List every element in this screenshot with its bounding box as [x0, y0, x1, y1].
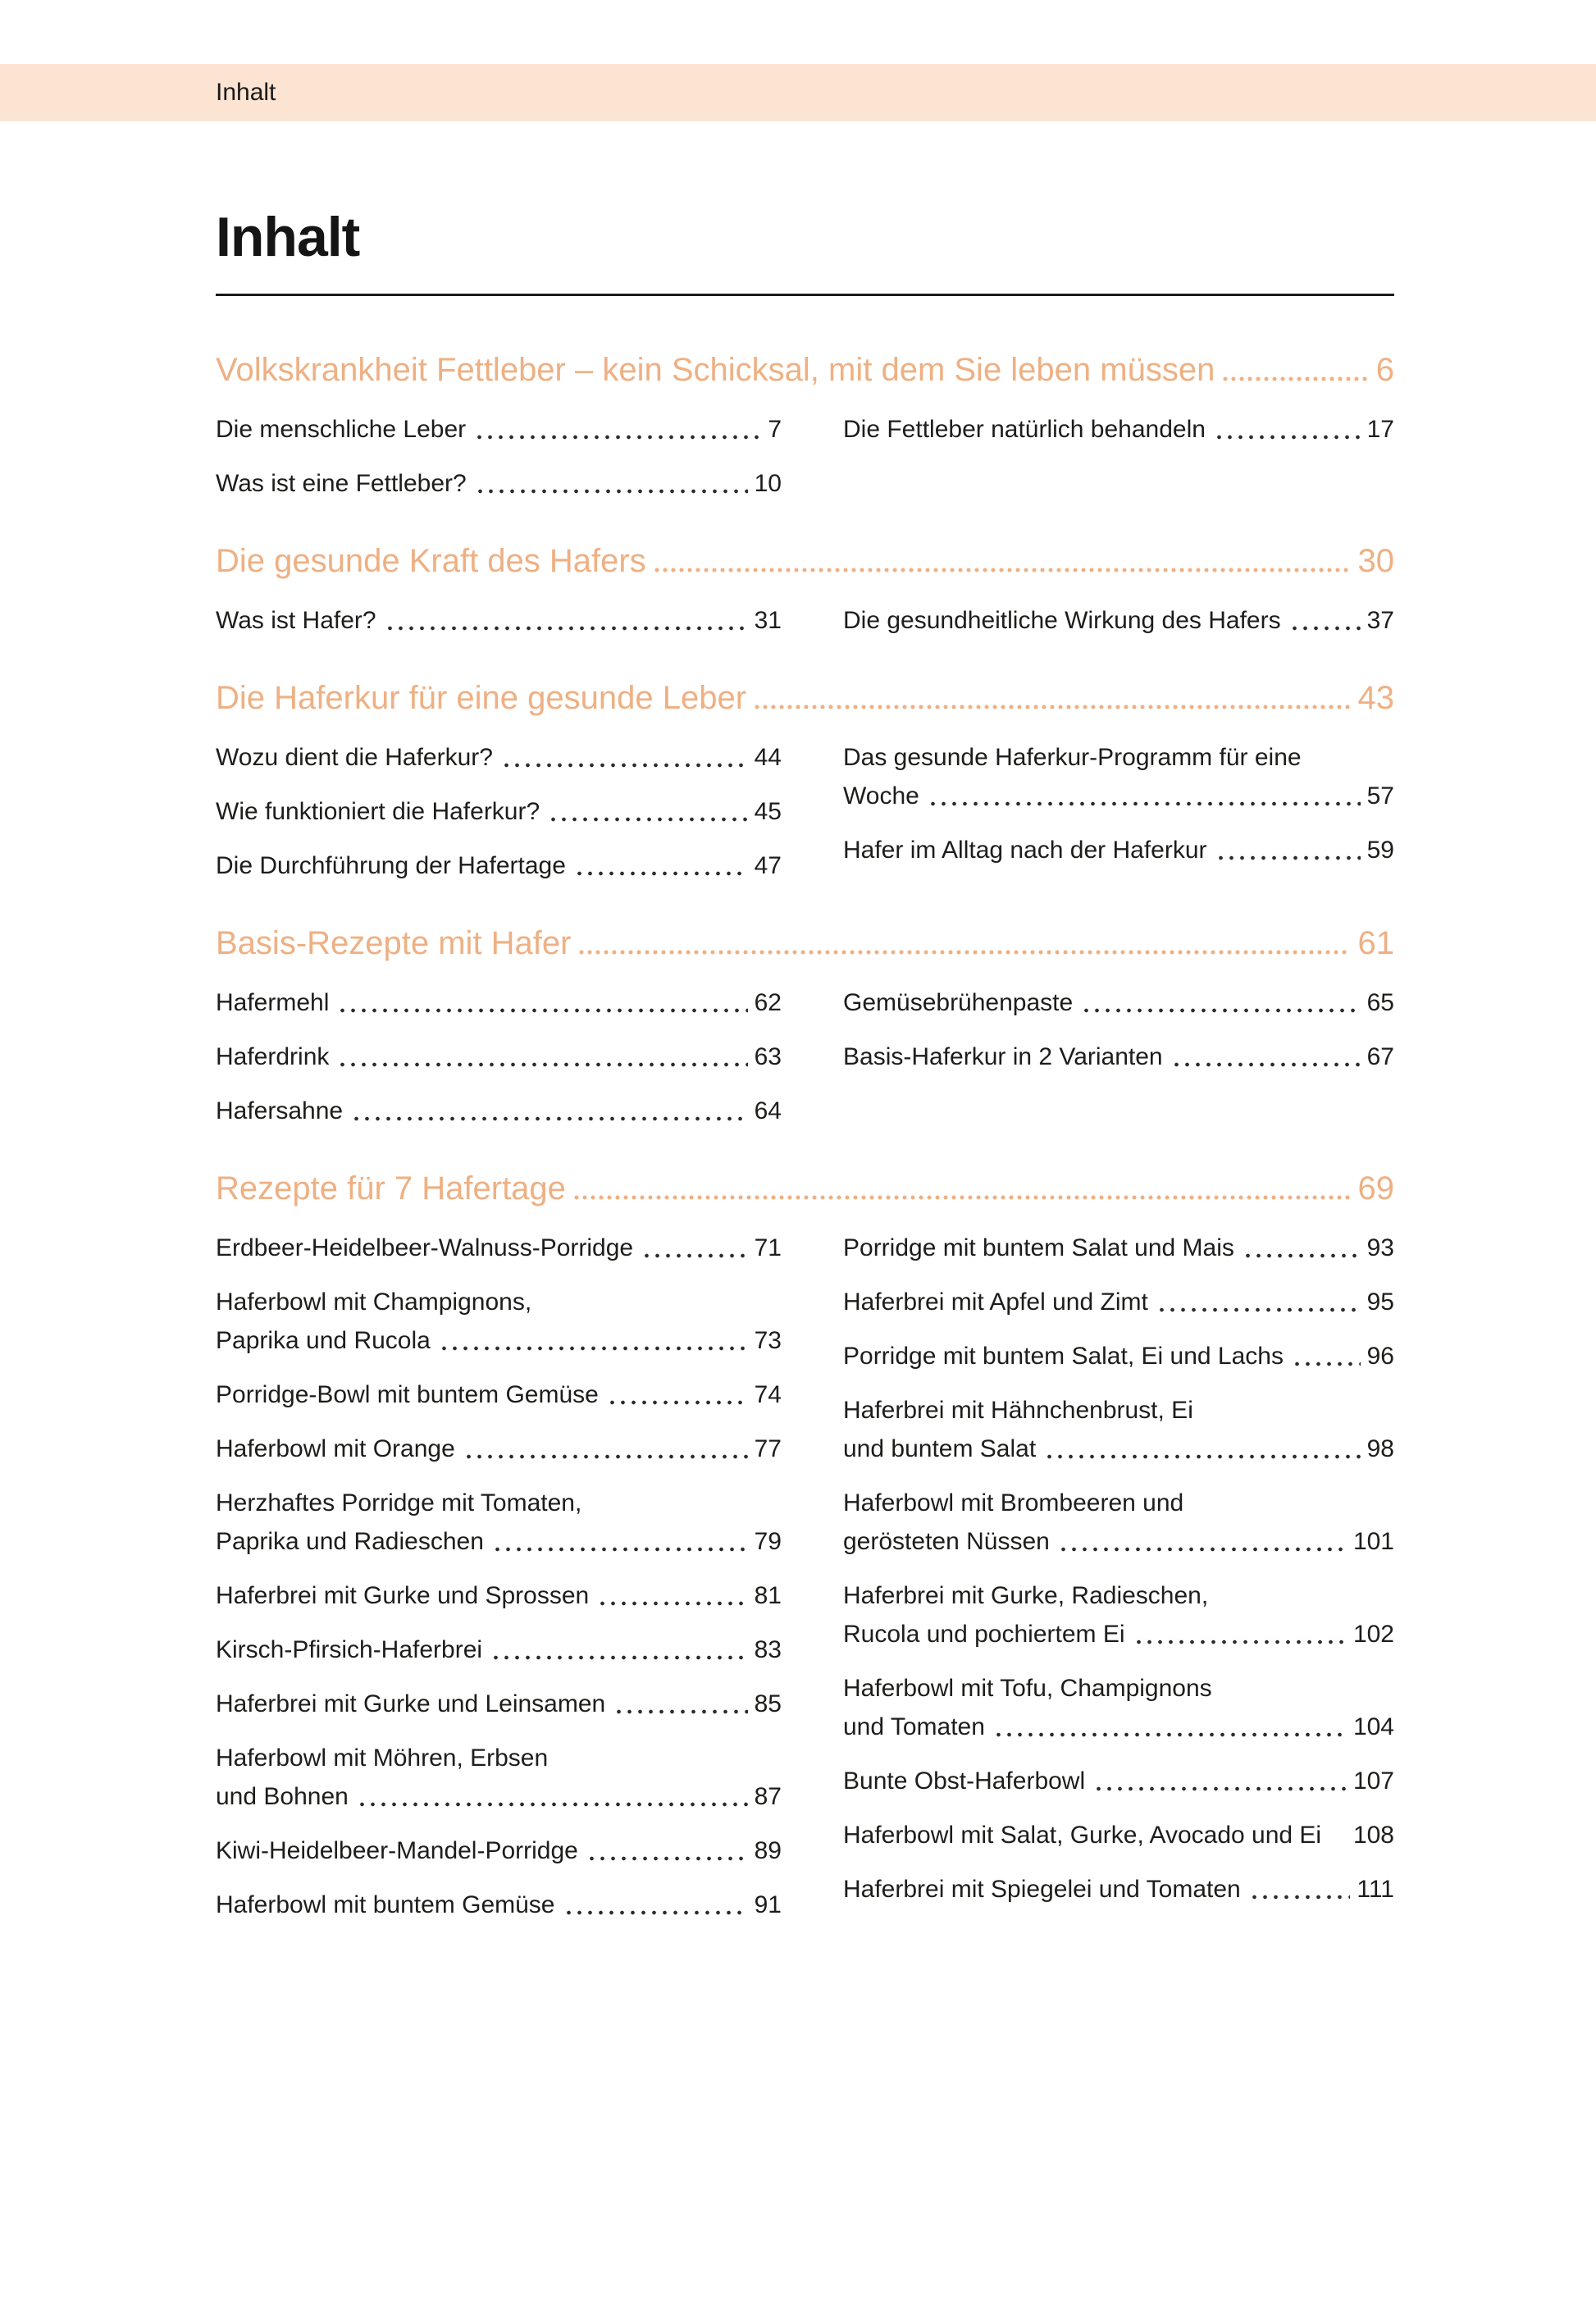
dot-leader	[586, 1831, 748, 1870]
entry-title: und Tomaten	[843, 1713, 985, 1740]
toc-entry	[843, 738, 1394, 815]
dot-leader	[501, 738, 748, 777]
page-number: 17	[1366, 416, 1394, 443]
entry-title: Haferbrei mit Spiegelei und Tomaten	[843, 1876, 1241, 1903]
entry-title: Porridge mit buntem Salat, Ei und Lachs	[843, 1343, 1284, 1370]
toc-entry-line	[216, 846, 782, 885]
toc-section	[216, 327, 1394, 518]
page-number: 111	[1357, 1876, 1394, 1903]
page-number: 107	[1352, 1767, 1394, 1795]
page-number: 57	[1366, 782, 1394, 810]
section-dot-leader	[577, 924, 1349, 963]
title-rule	[216, 294, 1394, 296]
left-column	[216, 983, 782, 1146]
toc-entry-line	[843, 410, 1394, 449]
page-number: 89	[754, 1837, 782, 1864]
running-head-band	[0, 64, 1596, 121]
dot-leader	[492, 1522, 748, 1561]
toc-entry	[843, 1669, 1394, 1746]
running-head: Inhalt	[216, 79, 276, 106]
toc-entry-line	[216, 1739, 782, 1777]
entry-title: Hafer im Alltag nach der Haferkur	[843, 837, 1207, 864]
section-columns	[216, 738, 1394, 901]
toc-entry	[843, 983, 1394, 1022]
toc-entry-line	[216, 1576, 782, 1615]
page-number: 104	[1352, 1713, 1394, 1740]
toc-entry	[216, 1092, 782, 1130]
toc-entry	[216, 1739, 782, 1816]
dot-leader	[385, 601, 748, 640]
entry-title: Erdbeer-Heidelbeer-Walnuss-Porridge	[216, 1234, 634, 1261]
dot-leader	[1292, 1337, 1361, 1375]
dot-leader	[1215, 831, 1361, 869]
toc-section	[216, 901, 1394, 1146]
dot-leader	[357, 1777, 748, 1816]
section-dot-leader	[753, 678, 1349, 718]
section-dot-leader	[653, 541, 1350, 581]
page-number: 98	[1366, 1435, 1394, 1462]
entry-title: Gemüsebrühenpaste	[843, 989, 1074, 1016]
page-number: 73	[754, 1327, 782, 1354]
toc-entry-line	[216, 410, 782, 449]
toc-entry	[843, 410, 1394, 449]
toc-entry	[216, 1886, 782, 1924]
toc-entry	[843, 601, 1394, 640]
page-number: 71	[754, 1234, 782, 1261]
dot-leader	[1093, 1762, 1347, 1800]
toc-entry-line	[843, 738, 1394, 777]
entry-title: Hafersahne	[216, 1097, 344, 1124]
section-page-number: 6	[1375, 352, 1394, 388]
toc-entry	[843, 1229, 1394, 1267]
toc-entry	[216, 464, 782, 503]
entry-title: Haferbowl mit buntem Gemüse	[216, 1891, 555, 1918]
toc-entry	[843, 1038, 1394, 1076]
entry-title: Die Fettleber natürlich behandeln	[843, 416, 1206, 443]
toc-entry	[843, 1391, 1394, 1468]
toc-entry-line	[843, 1816, 1394, 1854]
section-title: Basis-Rezepte mit Hafer	[216, 925, 572, 961]
page-number: 64	[754, 1097, 782, 1124]
page-number: 77	[754, 1435, 782, 1462]
page-number: 81	[754, 1582, 782, 1609]
toc-entry	[216, 1576, 782, 1615]
page-number: 102	[1352, 1621, 1394, 1648]
page-number: 10	[754, 470, 782, 497]
toc-entry-line	[843, 1484, 1394, 1522]
right-column	[843, 738, 1394, 901]
page-number: 95	[1366, 1288, 1394, 1316]
toc-entry	[216, 1229, 782, 1267]
section-columns	[216, 601, 1394, 655]
page-number: 47	[754, 852, 782, 879]
page-number: 7	[768, 416, 782, 443]
section-title: Die gesunde Kraft des Hafers	[216, 543, 646, 579]
page-number: 44	[754, 744, 782, 771]
entry-title: Haferbrei mit Gurke und Leinsamen	[216, 1690, 606, 1717]
toc-entry-line	[843, 1283, 1394, 1321]
toc-section	[216, 655, 1394, 901]
section-dot-leader	[1221, 350, 1367, 390]
toc-entry-line	[843, 1669, 1394, 1708]
entry-title: Rucola und pochiertem Ei	[843, 1621, 1125, 1648]
toc-entry	[843, 831, 1394, 869]
section-columns	[216, 983, 1394, 1146]
toc-entry-line	[843, 1522, 1394, 1561]
toc-entry	[843, 1870, 1394, 1909]
page-number: 91	[754, 1891, 782, 1918]
left-column	[216, 738, 782, 901]
right-column	[843, 983, 1394, 1146]
toc-entry-line	[216, 1631, 782, 1669]
toc-entry-line	[216, 1685, 782, 1723]
toc-entry-line	[216, 1522, 782, 1561]
toc-entry	[843, 1816, 1394, 1854]
toc-entry	[216, 792, 782, 831]
page-title: Inhalt	[216, 206, 360, 268]
dot-leader	[548, 792, 747, 831]
dot-leader	[1133, 1615, 1347, 1653]
entry-title: Haferbrei mit Gurke, Radieschen,	[843, 1582, 1209, 1609]
entry-title: und Bohnen	[216, 1783, 349, 1810]
entry-title: Haferbowl mit Champignons,	[216, 1288, 532, 1316]
section-columns	[216, 410, 1394, 518]
toc-entry	[216, 601, 782, 640]
section-page-number: 30	[1357, 543, 1394, 579]
entry-title: Die menschliche Leber	[216, 416, 467, 443]
toc-entry	[843, 1283, 1394, 1321]
dot-leader	[1243, 1229, 1361, 1267]
dot-leader	[613, 1685, 747, 1723]
entry-title: Haferbowl mit Salat, Gurke, Avocado und Ei	[843, 1822, 1322, 1849]
section-title: Die Haferkur für eine gesunde Leber	[216, 680, 747, 716]
entry-title: Haferbrei mit Hähnchenbrust, Ei	[843, 1397, 1193, 1424]
toc-entry-line	[216, 1092, 782, 1130]
entry-title: Haferbrei mit Gurke und Sprossen	[216, 1582, 590, 1609]
toc-entry-line	[843, 1762, 1394, 1800]
dot-leader	[1289, 601, 1361, 640]
entry-title: Was ist Hafer?	[216, 607, 376, 634]
left-column	[216, 410, 782, 518]
entry-title: Herzhaftes Porridge mit Tomaten,	[216, 1489, 582, 1517]
dot-leader	[490, 1631, 748, 1669]
page-number: 67	[1366, 1043, 1394, 1070]
toc-entry-line	[843, 777, 1394, 815]
toc-entry-line	[216, 1229, 782, 1267]
dot-leader	[563, 1886, 748, 1924]
toc-entry-line	[216, 1484, 782, 1522]
toc-entry-line	[843, 1229, 1394, 1267]
dot-leader	[1329, 1816, 1347, 1854]
toc-entry-line	[843, 983, 1394, 1022]
entry-title: Wozu dient die Haferkur?	[216, 744, 493, 771]
page-number: 79	[754, 1528, 782, 1555]
section-page-number: 61	[1357, 925, 1394, 961]
toc-entry-line	[216, 792, 782, 831]
toc-entry-line	[843, 1870, 1394, 1909]
toc-entry	[216, 983, 782, 1022]
dot-leader	[1249, 1870, 1351, 1909]
dot-leader	[337, 1038, 747, 1076]
dot-leader	[351, 1092, 748, 1130]
entry-title: Bunte Obst-Haferbowl	[843, 1767, 1086, 1795]
entry-title: Die gesundheitliche Wirkung des Hafers	[843, 607, 1281, 634]
dot-leader	[1081, 983, 1360, 1022]
toc-entry-line	[216, 601, 782, 640]
toc-entry	[843, 1762, 1394, 1800]
left-column	[216, 601, 782, 655]
entry-title: Was ist eine Fettleber?	[216, 470, 467, 497]
toc-entry-line	[216, 1283, 782, 1321]
dot-leader	[439, 1321, 748, 1360]
page-number: 108	[1352, 1822, 1394, 1849]
entry-title: Basis-Haferkur in 2 Varianten	[843, 1043, 1163, 1070]
page-number: 59	[1366, 837, 1394, 864]
toc-section	[216, 1146, 1394, 1940]
entry-title: Paprika und Rucola	[216, 1327, 431, 1354]
section-heading	[216, 541, 1394, 581]
dot-leader	[1156, 1283, 1361, 1321]
dot-leader	[607, 1375, 748, 1414]
entry-title: und buntem Salat	[843, 1435, 1037, 1462]
page-number: 96	[1366, 1343, 1394, 1370]
entry-title: gerösteten Nüssen	[843, 1528, 1050, 1555]
dot-leader	[928, 777, 1361, 815]
page-number: 83	[754, 1636, 782, 1663]
toc-entry-line	[843, 1391, 1394, 1430]
page-number: 93	[1366, 1234, 1394, 1261]
page-number: 101	[1352, 1528, 1394, 1555]
toc-entry	[216, 1685, 782, 1723]
section-heading	[216, 1169, 1394, 1208]
toc-section	[216, 518, 1394, 655]
dot-leader	[337, 983, 747, 1022]
left-column	[216, 1229, 782, 1940]
toc-entry-line	[843, 1708, 1394, 1746]
section-page-number: 43	[1357, 680, 1394, 716]
toc-entry-line	[216, 1038, 782, 1076]
entry-title: Wie funktioniert die Haferkur?	[216, 798, 540, 825]
dot-leader	[1214, 410, 1361, 449]
toc-entry-line	[843, 601, 1394, 640]
section-columns	[216, 1229, 1394, 1940]
toc-entry	[216, 1831, 782, 1870]
page-number: 45	[754, 798, 782, 825]
toc-entry	[843, 1576, 1394, 1653]
dot-leader	[1171, 1038, 1361, 1076]
section-heading	[216, 924, 1394, 963]
toc-entry	[216, 1430, 782, 1468]
toc-entry-line	[843, 1430, 1394, 1468]
page-number: 87	[754, 1783, 782, 1810]
entry-title: Haferbowl mit Orange	[216, 1435, 455, 1462]
toc-entry	[216, 1484, 782, 1561]
entry-title: Die Durchführung der Hafertage	[216, 852, 566, 879]
toc-entry-line	[216, 464, 782, 503]
page-number: 63	[754, 1043, 782, 1070]
entry-title: Porridge-Bowl mit buntem Gemüse	[216, 1381, 599, 1408]
section-title: Rezepte für 7 Hafertage	[216, 1170, 566, 1206]
toc-entry	[843, 1337, 1394, 1375]
toc-entry	[216, 1038, 782, 1076]
entry-title: Porridge mit buntem Salat und Mais	[843, 1234, 1234, 1261]
dot-leader	[993, 1708, 1347, 1746]
entry-title: Kirsch-Pfirsich-Haferbrei	[216, 1636, 483, 1663]
page-number: 31	[754, 607, 782, 634]
toc-entry	[216, 738, 782, 777]
toc-entry-line	[216, 1886, 782, 1924]
right-column	[843, 601, 1394, 655]
entry-title: Kiwi-Heidelbeer-Mandel-Porridge	[216, 1837, 578, 1864]
section-heading	[216, 350, 1394, 390]
toc-entry-line	[216, 738, 782, 777]
section-page-number: 69	[1357, 1170, 1394, 1206]
section-title: Volkskrankheit Fettleber – kein Schicksal, mit dem Sie leben müssen	[216, 352, 1215, 388]
page-number: 65	[1366, 989, 1394, 1016]
toc-entry	[216, 410, 782, 449]
toc-entry	[216, 1283, 782, 1360]
dot-leader	[1044, 1430, 1360, 1468]
page-number: 74	[754, 1381, 782, 1408]
dot-leader	[574, 846, 748, 885]
toc-entry	[216, 1375, 782, 1414]
entry-title: Woche	[843, 782, 919, 810]
right-column	[843, 410, 1394, 518]
page-number: 62	[754, 989, 782, 1016]
dot-leader	[641, 1229, 748, 1267]
entry-title: Haferbowl mit Tofu, Champignons	[843, 1675, 1212, 1702]
entry-title: Das gesunde Haferkur-Programm für eine	[843, 744, 1302, 771]
toc-sections	[216, 327, 1394, 1940]
toc-entry-line	[216, 1321, 782, 1360]
entry-title: Hafermehl	[216, 989, 330, 1016]
toc-entry-line	[843, 1038, 1394, 1076]
toc-entry-line	[216, 1430, 782, 1468]
dot-leader	[475, 464, 748, 503]
entry-title: Haferbowl mit Möhren, Erbsen	[216, 1745, 549, 1772]
entry-title: Paprika und Radieschen	[216, 1528, 484, 1555]
section-dot-leader	[572, 1169, 1350, 1208]
toc-entry	[216, 1631, 782, 1669]
dot-leader	[597, 1576, 747, 1615]
page-number: 37	[1366, 607, 1394, 634]
page-number: 85	[754, 1690, 782, 1717]
toc-entry-line	[843, 831, 1394, 869]
dot-leader	[1058, 1522, 1347, 1561]
toc-page	[216, 121, 1394, 1940]
entry-title: Haferdrink	[216, 1043, 330, 1070]
entry-title: Haferbrei mit Apfel und Zimt	[843, 1288, 1148, 1316]
toc-entry-line	[843, 1615, 1394, 1653]
toc-entry-line	[216, 983, 782, 1022]
toc-entry	[216, 846, 782, 885]
toc-entry	[843, 1484, 1394, 1561]
entry-title: Haferbowl mit Brombeeren und	[843, 1489, 1184, 1517]
toc-entry-line	[843, 1576, 1394, 1615]
toc-entry-line	[216, 1777, 782, 1816]
toc-entry-line	[216, 1375, 782, 1414]
section-heading	[216, 678, 1394, 718]
right-column	[843, 1229, 1394, 1940]
dot-leader	[474, 410, 761, 449]
toc-entry-line	[843, 1337, 1394, 1375]
toc-entry-line	[216, 1831, 782, 1870]
dot-leader	[463, 1430, 748, 1468]
